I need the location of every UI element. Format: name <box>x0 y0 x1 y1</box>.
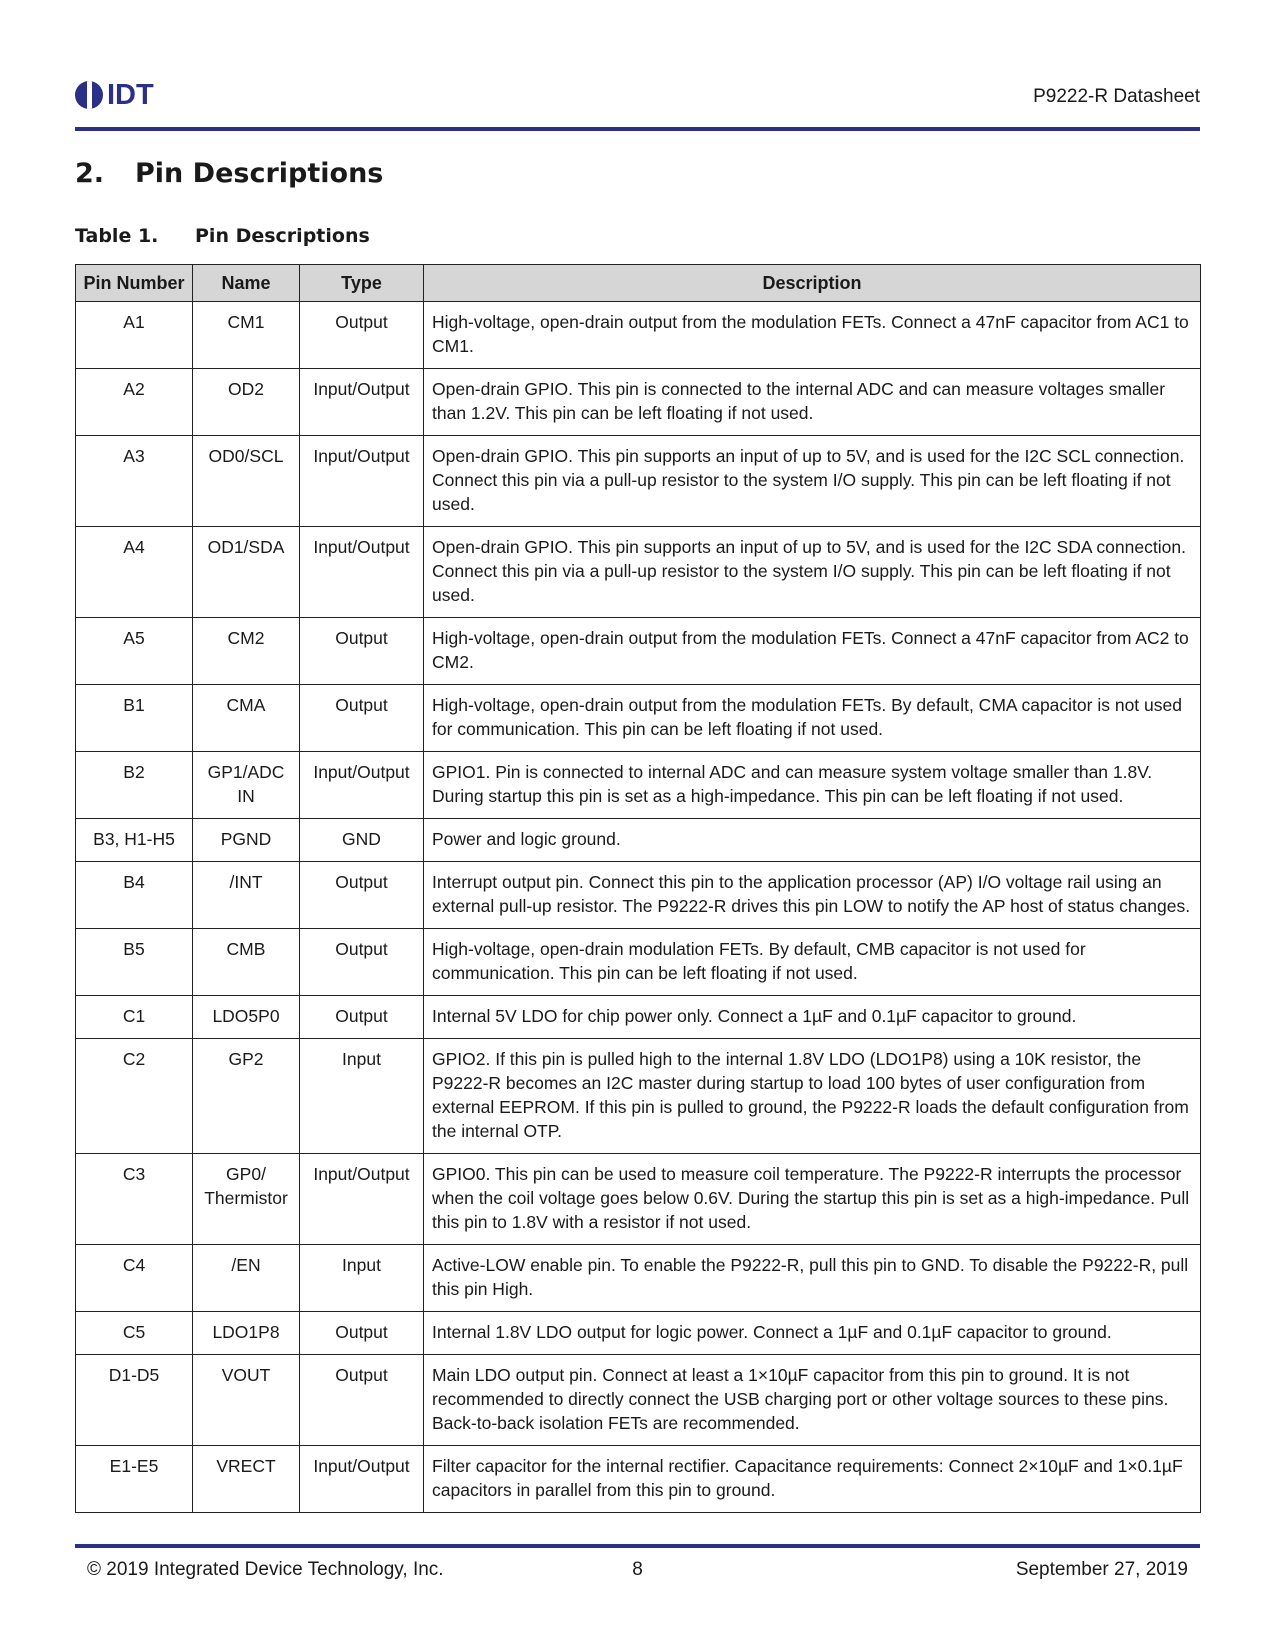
pin-type-cell: Output <box>300 685 424 752</box>
pin-number-cell: C5 <box>76 1312 193 1355</box>
pin-description-cell: GPIO1. Pin is connected to internal ADC and can measure system voltage smaller than 1.8V. During startup this pin is set as a high-impedance. This pin can be left floating if not used. <box>424 752 1201 819</box>
pin-type-cell: Input/Output <box>300 1154 424 1245</box>
table-row <box>76 618 1201 685</box>
column-header: Name <box>193 265 300 302</box>
pin-name-cell: CM1 <box>193 302 300 369</box>
table-title: Pin Descriptions <box>195 225 370 247</box>
table-row <box>76 1154 1201 1245</box>
pin-number-cell: C3 <box>76 1154 193 1245</box>
table-row <box>76 996 1201 1039</box>
pin-name-cell: CMB <box>193 929 300 996</box>
table-row <box>76 752 1201 819</box>
pin-name-cell: OD1/SDA <box>193 527 300 618</box>
pin-type-cell: Output <box>300 618 424 685</box>
pin-description-cell: Internal 1.8V LDO output for logic power. Connect a 1µF and 0.1µF capacitor to ground. <box>424 1312 1201 1355</box>
pin-descriptions-table <box>75 264 1201 1513</box>
pin-description-cell: Open-drain GPIO. This pin is connected to the internal ADC and can measure voltages smaller than 1.2V. This pin can be left floating if not used. <box>424 369 1201 436</box>
table-row <box>76 527 1201 618</box>
table-row <box>76 1355 1201 1446</box>
table-row <box>76 302 1201 369</box>
pin-type-cell: Input/Output <box>300 1446 424 1513</box>
pin-type-cell: Output <box>300 1355 424 1446</box>
pin-number-cell: A3 <box>76 436 193 527</box>
publication-date: September 27, 2019 <box>1015 1559 1188 1580</box>
document-title: P9222-R Datasheet <box>1033 86 1200 107</box>
pin-type-cell: Input/Output <box>300 527 424 618</box>
pin-description-cell: High-voltage, open-drain output from the modulation FETs. Connect a 47nF capacitor from AC1 to CM1. <box>424 302 1201 369</box>
pin-type-cell: Input <box>300 1245 424 1312</box>
pin-name-cell: CM2 <box>193 618 300 685</box>
pin-number-cell: B4 <box>76 862 193 929</box>
pin-type-cell: Input <box>300 1039 424 1154</box>
table-row <box>76 819 1201 862</box>
pin-number-cell: A2 <box>76 369 193 436</box>
pin-description-cell: Open-drain GPIO. This pin supports an input of up to 5V, and is used for the I2C SCL connection. Connect this pin via a pull-up resistor to the system I/O supply. This pin can be left floating if not used. <box>424 436 1201 527</box>
pin-description-cell: Internal 5V LDO for chip power only. Connect a 1µF and 0.1µF capacitor to ground. <box>424 996 1201 1039</box>
section-number: 2. <box>75 158 105 189</box>
table-row <box>76 685 1201 752</box>
pin-name-cell: LDO1P8 <box>193 1312 300 1355</box>
column-header: Type <box>300 265 424 302</box>
pin-name-cell: GP2 <box>193 1039 300 1154</box>
pin-number-cell: E1-E5 <box>76 1446 193 1513</box>
copyright-text: © 2019 Integrated Device Technology, Inc. <box>87 1559 444 1580</box>
table-row <box>76 862 1201 929</box>
idt-logo <box>75 80 154 110</box>
pin-name-cell: PGND <box>193 819 300 862</box>
section-title: Pin Descriptions <box>135 158 384 189</box>
pin-name-cell: CMA <box>193 685 300 752</box>
header-divider <box>75 127 1200 131</box>
pin-name-cell: VRECT <box>193 1446 300 1513</box>
table-row <box>76 1245 1201 1312</box>
pin-type-cell: Output <box>300 302 424 369</box>
pin-type-cell: Input/Output <box>300 369 424 436</box>
table-header-row <box>76 265 1201 302</box>
pin-number-cell: C2 <box>76 1039 193 1154</box>
pin-description-cell: Interrupt output pin. Connect this pin to the application processor (AP) I/O voltage rail using an external pull-up resistor. The P9222-R drives this pin LOW to notify the AP host of status changes. <box>424 862 1201 929</box>
pin-type-cell: GND <box>300 819 424 862</box>
pin-number-cell: B2 <box>76 752 193 819</box>
pin-name-cell: /INT <box>193 862 300 929</box>
page-footer <box>75 1559 1200 1587</box>
pin-number-cell: A4 <box>76 527 193 618</box>
table-row <box>76 1446 1201 1513</box>
pin-name-cell: OD2 <box>193 369 300 436</box>
pin-number-cell: C1 <box>76 996 193 1039</box>
column-header: Description <box>424 265 1201 302</box>
table-row <box>76 1039 1201 1154</box>
table-row <box>76 436 1201 527</box>
table-row <box>76 929 1201 996</box>
table-caption <box>75 225 370 247</box>
pin-type-cell: Output <box>300 996 424 1039</box>
idt-logo-mark-icon <box>75 81 103 109</box>
pin-description-cell: Active-LOW enable pin. To enable the P9222-R, pull this pin to GND. To disable the P9222-R, pull this pin High. <box>424 1245 1201 1312</box>
pin-description-cell: High-voltage, open-drain output from the modulation FETs. Connect a 47nF capacitor from AC2 to CM2. <box>424 618 1201 685</box>
table-row <box>76 1312 1201 1355</box>
pin-description-cell: High-voltage, open-drain modulation FETs. By default, CMB capacitor is not used for communication. This pin can be left floating if not used. <box>424 929 1201 996</box>
pin-type-cell: Output <box>300 862 424 929</box>
pin-description-cell: Open-drain GPIO. This pin supports an input of up to 5V, and is used for the I2C SDA connection. Connect this pin via a pull-up resistor to the system I/O supply. This pin can be left floating if not used. <box>424 527 1201 618</box>
column-header: Pin Number <box>76 265 193 302</box>
pin-name-cell: /EN <box>193 1245 300 1312</box>
pin-description-cell: Power and logic ground. <box>424 819 1201 862</box>
pin-name-cell: GP1/ADC IN <box>193 752 300 819</box>
pin-description-cell: Filter capacitor for the internal rectifier. Capacitance requirements: Connect 2×10µF and 1×0.1µF capacitors in parallel from this pin to ground. <box>424 1446 1201 1513</box>
footer-divider <box>75 1544 1200 1548</box>
page-number: 8 <box>632 1559 643 1580</box>
pin-name-cell: VOUT <box>193 1355 300 1446</box>
pin-description-cell: GPIO0. This pin can be used to measure coil temperature. The P9222-R interrupts the processor when the coil voltage goes below 0.6V. During the startup this pin is set as a high-impedance. Pull this pin to 1.8V with a resistor if not used. <box>424 1154 1201 1245</box>
pin-number-cell: B5 <box>76 929 193 996</box>
section-heading <box>75 158 383 189</box>
pin-number-cell: C4 <box>76 1245 193 1312</box>
pin-name-cell: GP0/ Thermistor <box>193 1154 300 1245</box>
pin-number-cell: A5 <box>76 618 193 685</box>
pin-name-cell: LDO5P0 <box>193 996 300 1039</box>
pin-name-cell: OD0/SCL <box>193 436 300 527</box>
pin-number-cell: B1 <box>76 685 193 752</box>
pin-number-cell: A1 <box>76 302 193 369</box>
pin-description-cell: High-voltage, open-drain output from the modulation FETs. By default, CMA capacitor is not used for communication. This pin can be left floating if not used. <box>424 685 1201 752</box>
table-number: Table 1. <box>75 225 159 247</box>
table-row <box>76 369 1201 436</box>
pin-type-cell: Output <box>300 929 424 996</box>
pin-number-cell: B3, H1-H5 <box>76 819 193 862</box>
logo-text: IDT <box>107 79 154 111</box>
pin-description-cell: Main LDO output pin. Connect at least a 1×10µF capacitor from this pin to ground. It is not recommended to directly connect the USB charging port or other voltage sources to these pins. Back-to-back isolation FETs are recommended. <box>424 1355 1201 1446</box>
pin-type-cell: Output <box>300 1312 424 1355</box>
pin-description-cell: GPIO2. If this pin is pulled high to the internal 1.8V LDO (LDO1P8) using a 10K resistor, the P9222-R becomes an I2C master during startup to load 100 bytes of user configuration from external EEPROM. If this pin is pulled to ground, the P9222-R loads the default configuration from the internal OTP. <box>424 1039 1201 1154</box>
pin-number-cell: D1-D5 <box>76 1355 193 1446</box>
pin-type-cell: Input/Output <box>300 752 424 819</box>
pin-type-cell: Input/Output <box>300 436 424 527</box>
page-header <box>75 76 1200 116</box>
